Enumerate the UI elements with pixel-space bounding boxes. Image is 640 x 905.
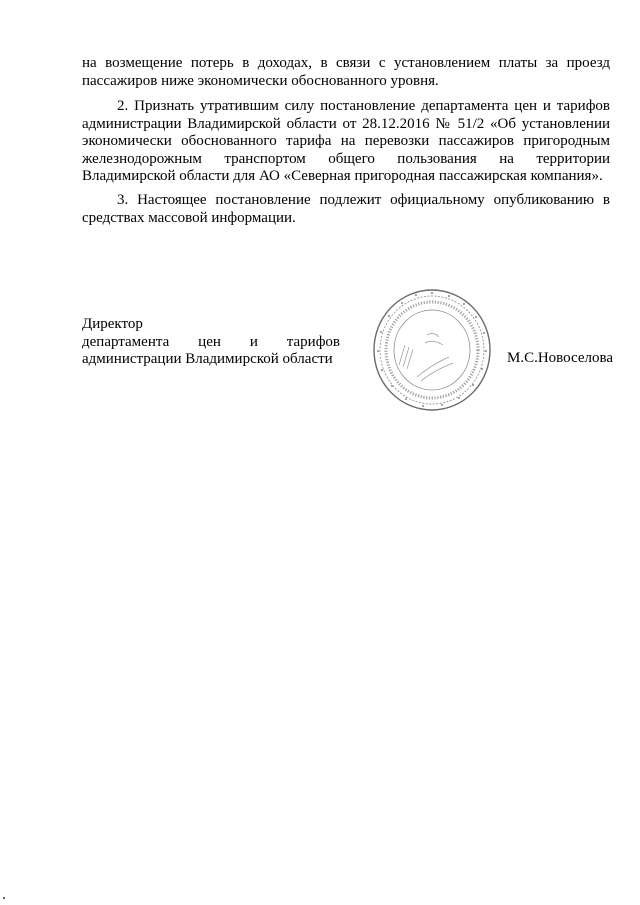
- signatory-name: М.С.Новоселова: [507, 350, 614, 366]
- signature-title-word: и: [249, 333, 258, 350]
- signature-title-word: цен: [198, 333, 221, 350]
- paragraph-1: на возмещение потерь в доходах, в связи с установлением платы за проезд пассажиров ниже экономически обоснованного уровня.: [82, 55, 610, 89]
- signature-title-block: [82, 316, 340, 369]
- signature-title-line-3: администрации Владимирской области: [82, 351, 333, 367]
- official-seal-stamp: [369, 285, 495, 415]
- scan-speck: [3, 897, 5, 899]
- signature-title-word: тарифов: [286, 333, 340, 350]
- paragraph-2: 2. Признать утратившим силу постановление департамента цен и тарифов администрации Владимирской области от 28.12.2016 № 51/2 «Об установлении экономически обоснованного тарифа на перевозки пассажиров пригородным железнодорожным транспортом общего пользования на территории Владимирской области для АО «Северная пригородная пассажирская компания».: [82, 98, 610, 184]
- signature-title-word: департамента: [82, 333, 170, 350]
- signature-title-line-2: [82, 334, 340, 352]
- paragraph-3: 3. Настоящее постановление подлежит официальному опубликованию в средствах массовой информации.: [82, 192, 610, 226]
- signature-title-line-1: Директор: [82, 316, 143, 332]
